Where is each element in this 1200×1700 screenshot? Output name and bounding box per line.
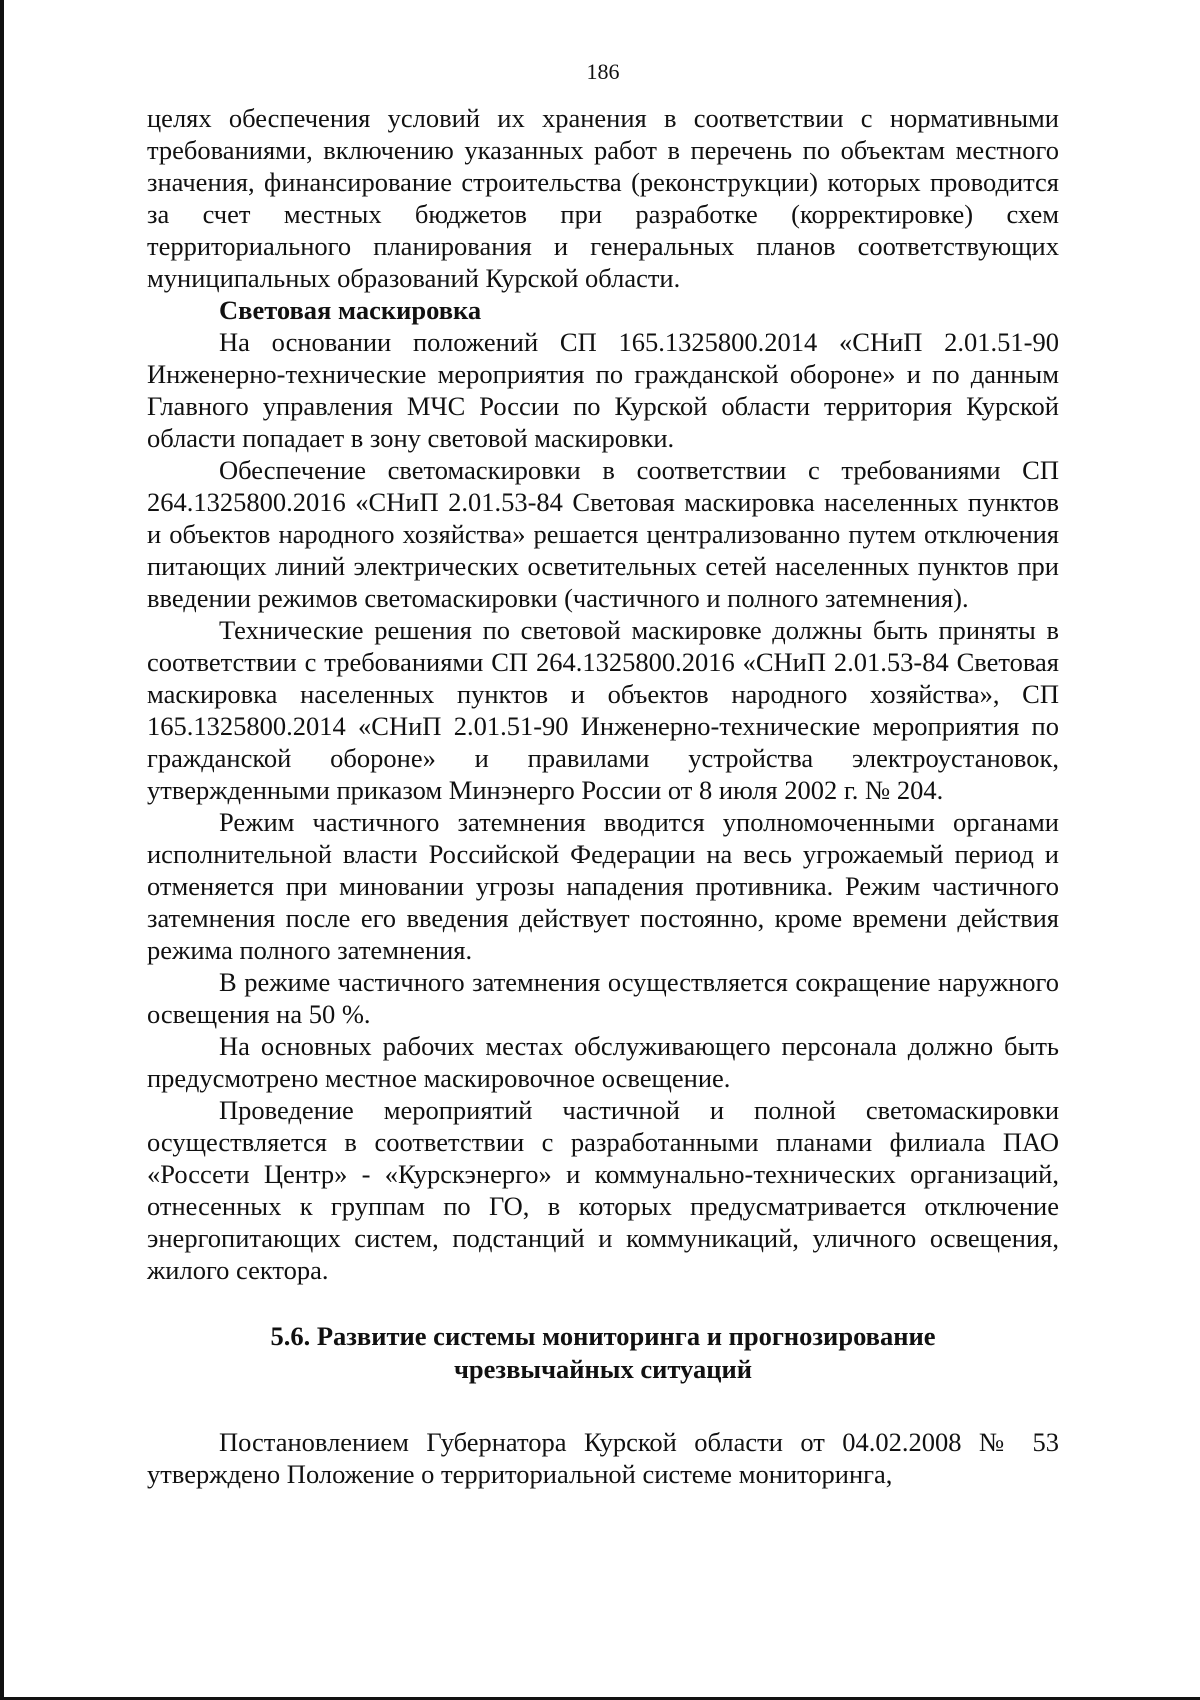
scan-edge-left [0, 0, 4, 1700]
paragraph-2: Обеспечение светомаскировки в соответствии с требованиями СП 264.1325800.2016 «СНиП 2.01.53-84 Световая маскировка населенных пунктов и объектов народного хозяйства» решается централизованно путем отключения питающих линий электрических осветительных сетей населенных пунктов при введении режимов светомаскировки (частичного и полного затемнения). [147, 455, 1059, 613]
section-heading-line-1: 5.6. Развитие системы мониторинга и прогнозирование [270, 1321, 936, 1351]
paragraph-5: В режиме частичного затемнения осуществляется сокращение наружного освещения на 50 %. [147, 967, 1059, 1029]
paragraph-continuation: целях обеспечения условий их хранения в соответствии с нормативными требованиями, включению указанных работ в перечень по объектам местного значения, финансирование строительства (реконструкции) которых проводится за счет местных бюджетов при разработке (корректировке) схем территориального планирования и генеральных планов соответствующих муниципальных образований Курской области. [147, 103, 1059, 293]
subheading-light-masking: Световая маскировка [219, 295, 482, 325]
page-number: 186 [586, 59, 620, 84]
paragraph-8: Постановлением Губернатора Курской области от 04.02.2008 № 53 утверждено Положение о территориальной системе мониторинга, [147, 1427, 1059, 1489]
paragraph-4: Режим частичного затемнения вводится уполномоченными органами исполнительной власти Российской Федерации на весь угрожаемый период и отменяется при миновании угрозы нападения противника. Режим частичного затемнения после его введения действует постоянно, кроме времени действия режима полного затемнения. [147, 807, 1059, 965]
document-page [147, 58, 1059, 1490]
paragraph-6: На основных рабочих местах обслуживающего персонала должно быть предусмотрено местное маскировочное освещение. [147, 1031, 1059, 1093]
section-heading-line-2: чрезвычайных ситуаций [453, 1354, 753, 1384]
paragraph-3: Технические решения по световой маскировке должны быть приняты в соответствии с требованиями СП 264.1325800.2016 «СНиП 2.01.53-84 Световая маскировка населенных пунктов и объектов народного хозяйства», СП 165.1325800.2014 «СНиП 2.01.51-90 Инженерно-технические мероприятия по гражданской обороне» и правилами устройства электроустановок, утвержденными приказом Минэнерго России от 8 июля 2002 г. № 204. [147, 615, 1059, 805]
section-heading [147, 1320, 1059, 1386]
paragraph-1: На основании положений СП 165.1325800.2014 «СНиП 2.01.51-90 Инженерно-технические мероприятия по гражданской обороне» и по данным Главного управления МЧС России по Курской области территория Курской области попадает в зону световой маскировки. [147, 327, 1059, 453]
paragraph-7: Проведение мероприятий частичной и полной светомаскировки осуществляется в соответствии с разработанными планами филиала ПАО «Россети Центр» - «Курскэнерго» и коммунально-технических организаций, отнесенных к группам по ГО, в которых предусматривается отключение энергопитающих систем, подстанций и коммуникаций, уличного освещения, жилого сектора. [147, 1095, 1059, 1285]
